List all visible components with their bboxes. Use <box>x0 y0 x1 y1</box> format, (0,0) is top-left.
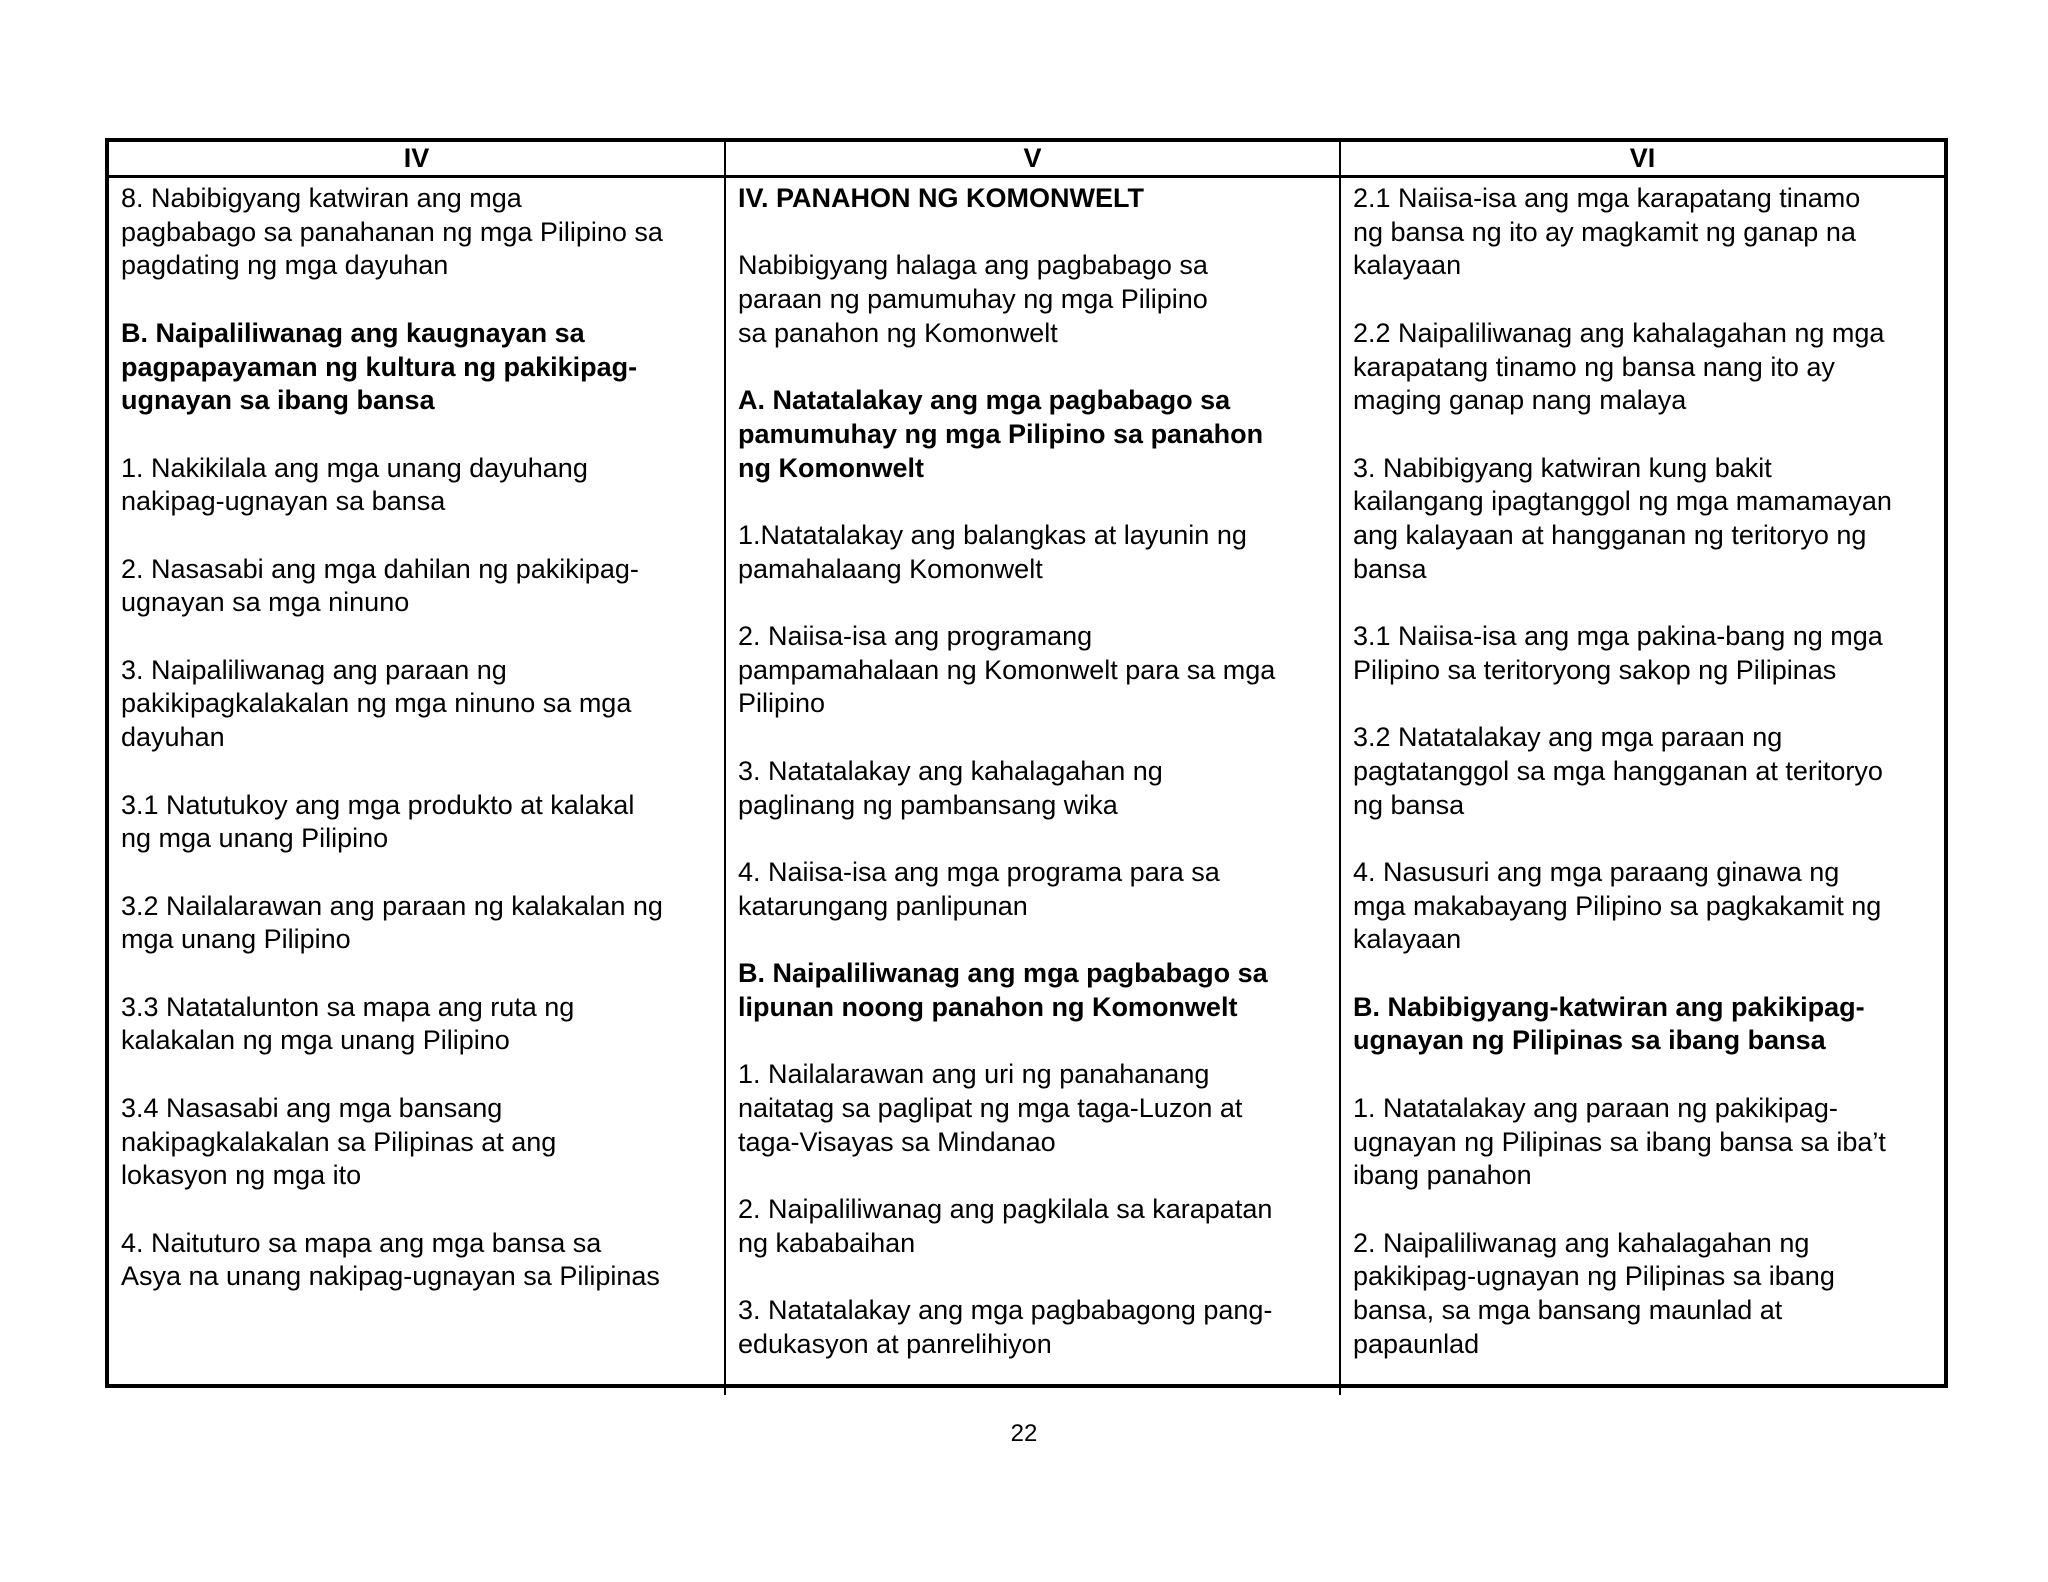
list-item: 3.1 Naiisa-isa ang mga pakina-bang ng mga Pilipino sa teritoryong sakop ng Pilipinas <box>1353 621 1883 685</box>
column-vi-content <box>1339 178 1944 1395</box>
list-item: 3.2 Nailalarawan ang paraan ng kalakalan ng mga unang Pilipino <box>121 890 663 955</box>
list-item: 3. Natatalakay ang kahalagahan ng paglinang ng pambansang wika <box>738 755 1163 820</box>
section-heading: A. Natatalakay ang mga pagbabago sa pamumuhay ng mga Pilipino sa panahon ng Komonwelt <box>738 385 1264 483</box>
column-header-iv: IV <box>109 142 724 178</box>
list-item: 4. Naiisa-isa ang mga programa para sa katarungang panlipunan <box>738 856 1220 921</box>
section-heading: B. Naipaliliwanag ang kaugnayan sa pagpapayaman ng kultura ng pakikipag- ugnayan sa ibang bansa <box>121 317 638 416</box>
list-item: 2. Naipaliliwanag ang kahalagahan ng pakikipag-ugnayan ng Pilipinas sa ibang bansa, sa mga bansang maunlad at papaunlad <box>1353 1227 1835 1359</box>
list-item: Nabibigyang halaga ang pagbabago sa paraan ng pamumuhay ng mga Pilipino sa panahon ng Komonwelt <box>738 250 1208 348</box>
list-item: 1.Natatalakay ang balangkas at layunin ng pamahalaang Komonwelt <box>738 519 1247 584</box>
list-item: 1. Natatalakay ang paraan ng pakikipag- ugnayan ng Pilipinas sa ibang bansa sa iba’t ibang panahon <box>1353 1092 1886 1191</box>
list-item: 3.3 Natatalunton sa mapa ang ruta ng kalakalan ng mga unang Pilipino <box>121 991 575 1056</box>
list-item: 2. Naiisa-isa ang programang pampamahalaan ng Komonwelt para sa mga Pilipino <box>738 621 1276 719</box>
curriculum-table <box>105 138 1948 1388</box>
page-number: 22 <box>1010 1420 1038 1447</box>
column-header-v: V <box>724 142 1339 178</box>
list-item: 2. Nasasabi ang mga dahilan ng pakikipag- ugnayan sa mga ninuno <box>121 553 639 618</box>
section-heading: B. Nabibigyang-katwiran ang pakikipag- ugnayan ng Pilipinas sa ibang bansa <box>1353 991 1865 1056</box>
list-item: 4. Naituturo sa mapa ang mga bansa sa Asya na unang nakipag-ugnayan sa Pilipinas <box>121 1227 660 1292</box>
section-heading: IV. PANAHON NG KOMONWELT <box>738 183 1145 213</box>
list-item: 2.1 Naiisa-isa ang mga karapatang tinamo ng bansa ng ito ay magkamit ng ganap na kalayaan <box>1353 183 1861 281</box>
list-item: 3. Nabibigyang katwiran kung bakit kailangang ipagtanggol ng mga mamamayan ang kalayaan at hangganan ng teritoryo ng bansa <box>1353 452 1892 584</box>
list-item: 4. Nasusuri ang mga paraang ginawa ng mga makabayang Pilipino sa pagkakamit ng kalayaan <box>1353 856 1882 955</box>
column-v-content <box>724 178 1339 1395</box>
list-item: 3.1 Natutukoy ang mga produkto at kalakal ng mga unang Pilipino <box>121 789 635 854</box>
section-heading: B. Naipaliliwanag ang mga pagbabago sa lipunan noong panahon ng Komonwelt <box>738 958 1268 1022</box>
list-item: 8. Nabibigyang katwiran ang mga pagbabago sa panahanan ng mga Pilipino sa pagdating ng mga dayuhan <box>121 183 663 281</box>
column-iv-content <box>109 178 724 1395</box>
column-header-vi: VI <box>1339 142 1944 178</box>
list-item: 2. Naipaliliwanag ang pagkilala sa karapatan ng kababaihan <box>738 1193 1273 1258</box>
list-item: 3.2 Natatalakay ang mga paraan ng pagtatanggol sa mga hangganan at teritoryo ng bansa <box>1353 722 1883 820</box>
list-item: 1. Nailalarawan ang uri ng panahanang naitatag sa paglipat ng mga taga-Luzon at taga-Visayas sa Mindanao <box>738 1059 1243 1157</box>
list-item: 3.4 Nasasabi ang mga bansang nakipagkalakalan sa Pilipinas at ang lokasyon ng mga ito <box>121 1092 557 1191</box>
list-item: 3. Naipaliliwanag ang paraan ng pakikipagkalakalan ng mga ninuno sa mga dayuhan <box>121 654 632 753</box>
list-item: 2.2 Naipaliliwanag ang kahalagahan ng mga karapatang tinamo ng bansa nang ito ay maging ganap nang malaya <box>1353 317 1885 416</box>
list-item: 1. Nakikilala ang mga unang dayuhang nakipag-ugnayan sa bansa <box>121 452 588 517</box>
list-item: 3. Natatalakay ang mga pagbabagong pang- edukasyon at panrelihiyon <box>738 1295 1273 1359</box>
